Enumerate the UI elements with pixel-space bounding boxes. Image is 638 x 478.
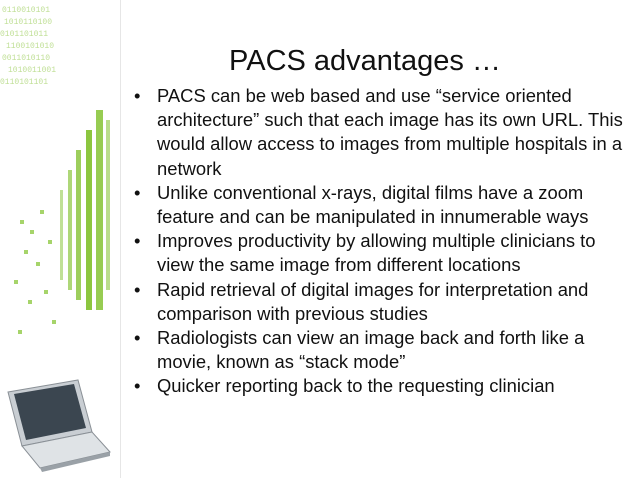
svg-text:1100101010: 1100101010 [6,42,55,51]
bullet-text: Improves productivity by allowing multiple clinicians to view the same image from different locations [157,230,596,276]
bullet-text: Quicker reporting back to the requesting clinician [157,375,555,397]
bullet-list [132,84,627,399]
bullet-marker: • [134,181,141,203]
bullet-marker: • [134,375,141,397]
list-item [132,278,627,326]
bullet-text: Rapid retrieval of digital images for interpretation and comparison with previous studies [157,278,589,324]
svg-text:0110010101: 0110010101 [2,6,51,15]
svg-text:0110101101: 0110101101 [0,78,49,87]
bullet-marker: • [134,278,141,300]
list-item [132,326,627,374]
bullet-text: PACS can be web based and use “service oriented architecture” such that each image has its own URL. This would allow access to images from multiple hospitals in a network [157,85,623,179]
list-item [132,84,627,181]
list-item [132,229,627,277]
bullet-marker: • [134,85,141,106]
svg-text:0101101011: 0101101011 [0,30,49,39]
svg-text:0011010110: 0011010110 [2,54,51,63]
svg-text:1010011001: 1010011001 [8,66,57,75]
binary-laptop-decoration [0,0,122,478]
slide-title: PACS advantages … [229,45,501,77]
bullet-text: Unlike conventional x-rays, digital films have a zoom feature and can be manipulated in innumerable ways [157,181,589,228]
svg-text:1010110100: 1010110100 [4,18,53,27]
list-item [132,374,627,398]
bullet-marker: • [134,230,141,252]
bullet-marker: • [134,327,141,349]
bullet-text: Radiologists can view an image back and forth like a movie, known as “stack mode” [157,327,585,373]
list-item [132,181,627,229]
